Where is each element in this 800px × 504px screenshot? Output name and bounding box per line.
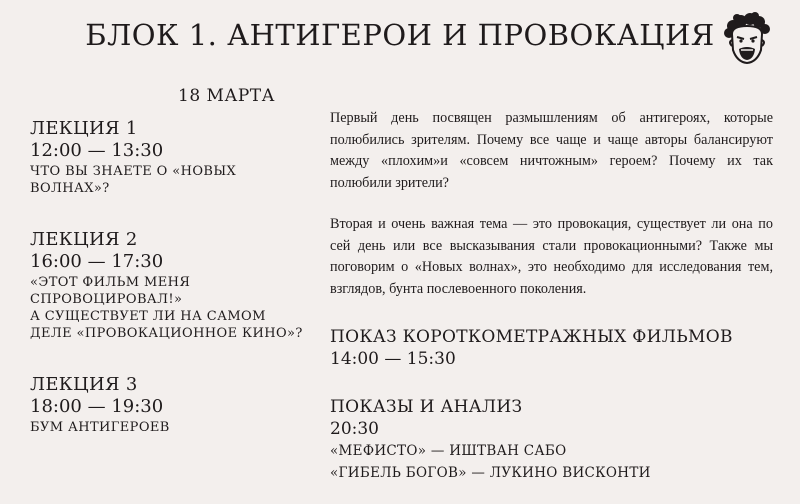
lecture-subject-line: ДЕЛЕ «ПРОВОКАЦИОННОЕ КИНО»? xyxy=(30,326,303,341)
film-item: «ГИБЕЛЬ БОГОВ» — ЛУКИНО ВИСКОНТИ xyxy=(330,465,651,481)
analysis-time: 20:30 xyxy=(330,419,379,439)
lecture-1 xyxy=(30,118,310,197)
lecture-subject xyxy=(30,419,310,436)
page-title: БЛОК 1. АНТИГЕРОИ И ПРОВОКАЦИЯ xyxy=(85,18,715,52)
lecture-title: ЛЕКЦИЯ 1 xyxy=(30,118,138,139)
lecture-subject xyxy=(30,163,310,197)
screening-time: 14:00 — 15:30 xyxy=(330,349,456,369)
lecture-time: 18:00 — 19:30 xyxy=(30,396,164,417)
lecture-time: 12:00 — 13:30 xyxy=(30,140,164,161)
intro-paragraph: Первый день посвящен размышлениям об антигероях, которые полюбились зрителям. Почему все чаще и чаще авторы балансируют между «плохим»и «совсем ничтожным» героем? Почему их так полюбили зрители? xyxy=(330,110,773,191)
lecture-subject-line: «ЭТОТ ФИЛЬМ МЕНЯ xyxy=(30,275,191,290)
lecture-subject-line: А СУЩЕСТВУЕТ ЛИ НА САМОМ xyxy=(30,309,266,324)
lecture-title: ЛЕКЦИЯ 3 xyxy=(30,374,138,395)
lecture-subject-line: ЧТО ВЫ ЗНАЕТЕ О «НОВЫХ xyxy=(30,164,237,179)
lecture-subject-line: СПРОВОЦИРОВАЛ!» xyxy=(30,292,183,307)
analysis-section xyxy=(330,396,773,484)
lecture-2 xyxy=(30,229,310,342)
lecture-3 xyxy=(30,374,310,436)
lecture-time: 16:00 — 17:30 xyxy=(30,251,164,272)
lecture-title: ЛЕКЦИЯ 2 xyxy=(30,229,138,250)
screening-section xyxy=(330,326,773,370)
film-item: «МЕФИСТО» — ИШТВАН САБО xyxy=(330,443,567,459)
lecture-subject-line: БУМ АНТИГЕРОЕВ xyxy=(30,420,170,435)
screaming-face-icon xyxy=(719,12,775,68)
description-column xyxy=(330,108,773,504)
event-date: 18 МАРТА xyxy=(178,86,275,106)
analysis-title: ПОКАЗЫ И АНАЛИЗ xyxy=(330,397,523,417)
provocation-paragraph: Вторая и очень важная тема — это провокация, существует ли она по сей день или все высказывания стали провокационными? Также мы поговорим о «Новых волнах», это необходимо для исследования тем, взглядов, бунта послевоенного поколения. xyxy=(330,216,773,297)
lecture-subject xyxy=(30,274,310,342)
screening-title: ПОКАЗ КОРОТКОМЕТРАЖНЫХ ФИЛЬМОВ xyxy=(330,327,733,347)
lectures-column xyxy=(30,118,310,456)
lecture-subject-line: ВОЛНАХ»? xyxy=(30,181,110,196)
